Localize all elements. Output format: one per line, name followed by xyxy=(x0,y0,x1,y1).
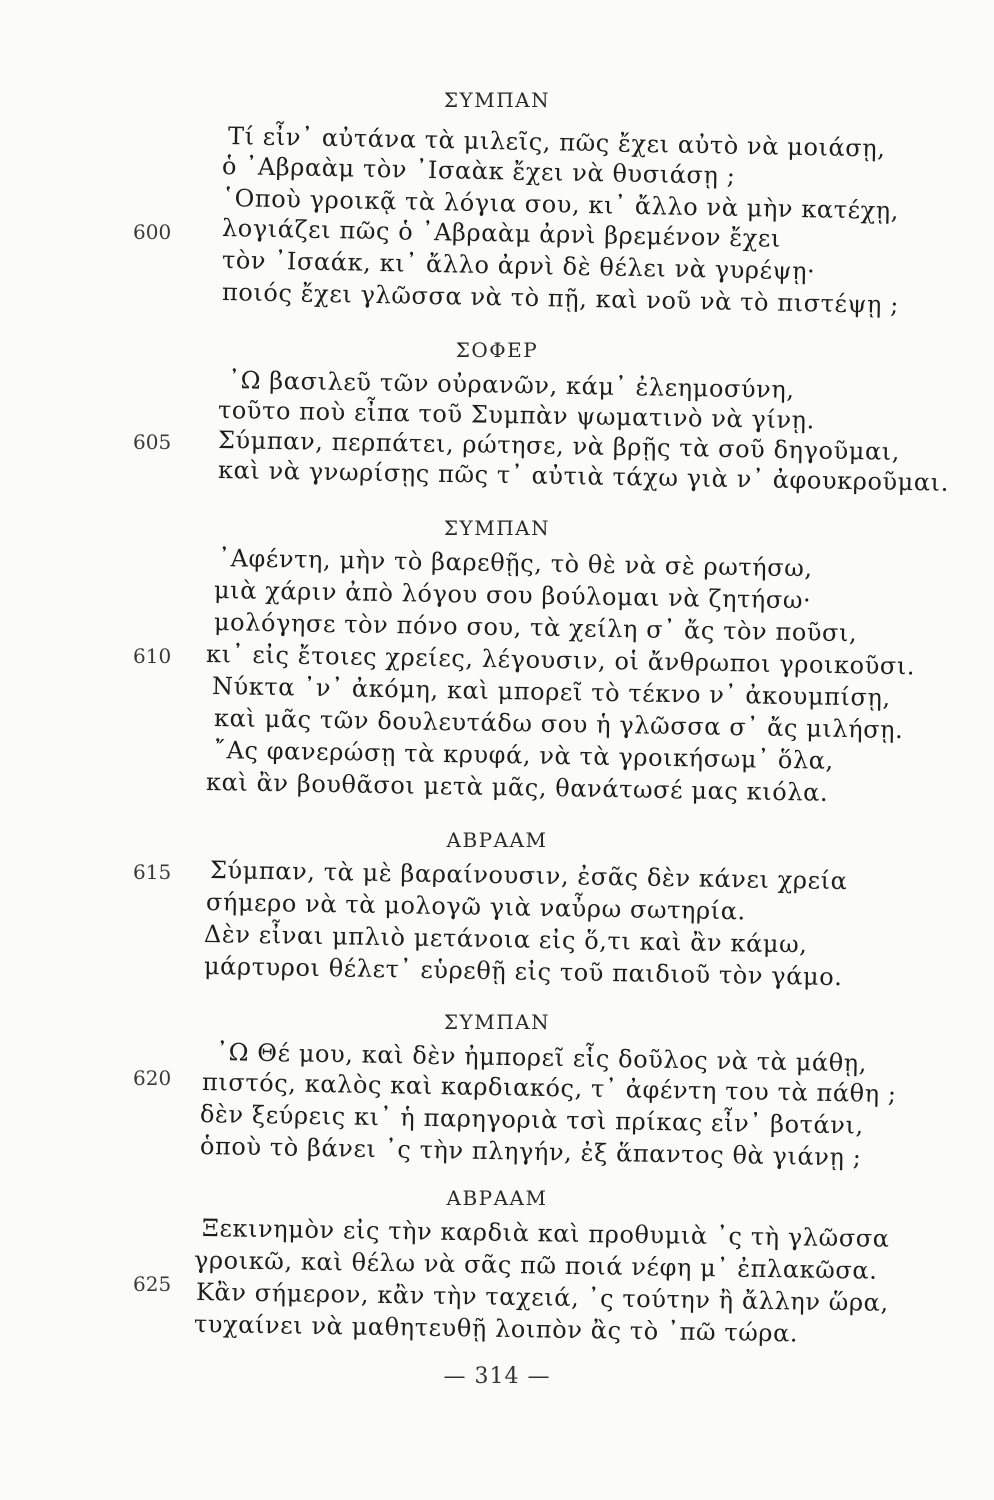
verse-line: τοῦτο ποὺ εἶπα τοῦ Συμπὰν ψωματινὸ νὰ γίνῃ. xyxy=(217,396,816,435)
line-number: 615 xyxy=(133,860,172,884)
verse-line: Νύκτα ᾽ν᾽ ἀκόμη, καὶ μπορεῖ τὸ τέκνο ν᾽ ἀκουμπίσῃ, xyxy=(211,672,891,712)
verse-line: καὶ νὰ γνωρίσῃς πῶς τ᾽ αὐτιὰ τάχω γιὰ ν᾽ ἀφουκροῦμαι. xyxy=(217,456,950,497)
line-number: 605 xyxy=(133,430,172,454)
line-number: 620 xyxy=(133,1066,172,1090)
verse-line: κι᾽ εἰς ἔτοιες χρείες, λέγουσιν, οἱ ἄνθρωποι γροικοῦσι. xyxy=(205,640,916,681)
verse-line: Δὲν εἶναι μπλιὸ μετάνοια εἰς ὅ,τι καὶ ἂν κάμω, xyxy=(203,920,808,959)
verse-line: μιὰ χάριν ἀπὸ λόγου σου βούλομαι νὰ ζητήσω· xyxy=(213,576,812,615)
verse-line: τυχαίνει νὰ μαθητευθῇ λοιπὸν ἂς τὸ ᾽πῶ τώρα. xyxy=(193,1310,799,1348)
verse-line: ᾽Ω βασιλεῦ τῶν οὐρανῶν, κάμ᾽ ἐλεημοσύνη, xyxy=(227,366,795,404)
verse-line: ᾽Ω Θέ μου, καὶ δὲν ἠμπορεῖ εἷς δοῦλος νὰ τὰ μάθῃ, xyxy=(215,1038,868,1078)
speaker-heading: ΑΒΡΑΑΜ xyxy=(446,1186,548,1210)
verse-line: Κἂν σήμερον, κἂν τὴν ταχειά, ᾽ς τούτην ἢ ἄλλην ὥρα, xyxy=(195,1278,889,1317)
verse-line: Σύμπαν, τὰ μὲ βαραίνουσιν, ἐσᾶς δὲν κάνει χρεία xyxy=(209,856,848,896)
line-number: 610 xyxy=(133,644,172,668)
verse-line: καὶ ἂν βουθᾶσοι μετὰ μᾶς, θανάτωσέ μας κιόλα. xyxy=(205,768,829,807)
verse-line: πιστός, καλὸς καὶ καρδιακός, τ᾽ ἀφέντη του τὰ πάθη ; xyxy=(201,1068,897,1109)
verse-line: ῾Οποὺ γροικᾷ τὰ λόγια σου, κι᾽ ἄλλο νὰ μὴν κατέχῃ, xyxy=(221,184,900,225)
speaker-heading: ΣΥΜΠΑΝ xyxy=(443,516,551,540)
line-number: 625 xyxy=(133,1272,172,1296)
verse-line: γροικῶ, καὶ θέλω νὰ σᾶς πῶ ποιά νέφη μ᾽ ἐπλακῶσα. xyxy=(193,1246,878,1285)
verse-line: Σύμπαν, περπάτει, ρώτησε, νὰ βρῇς τὰ σοῦ δηγοῦμαι, xyxy=(217,426,901,466)
verse-line: δὲν ξεύρεις κι᾽ ἡ παρηγοριὰ τσὶ πρίκας εἶν᾽ βοτάνι, xyxy=(199,1100,865,1140)
verse-line: Ξεκινημὸν εἰς τὴν καρδιὰ καὶ προθυμιὰ ᾽ς τὴ γλῶσσα xyxy=(201,1214,890,1253)
verse-line: τὸν ᾽Ισαάκ, κι᾽ ἄλλο ἀρνὶ δὲ θέλει νὰ γυρέψῃ· xyxy=(221,246,816,286)
speaker-heading: ΑΒΡΑΑΜ xyxy=(446,828,548,852)
verse-line: Τί εἶν᾽ αὐτάνα τὰ μιλεῖς, πῶς ἔχει αὐτὸ νὰ μοιάσῃ, xyxy=(227,122,886,163)
verse-line: μάρτυροι θέλετ᾽ εὑρεθῇ εἰς τοῦ παιδιοῦ τὸν γάμο. xyxy=(203,952,843,992)
speaker-heading: ΣΟΦΕΡ xyxy=(455,338,539,362)
verse-line: μολόγησε τὸν πόνο σου, τὰ χείλη σ᾽ ἄς τὸν ποῦσι, xyxy=(213,608,858,648)
verse-line: λογιάζει πῶς ὁ ᾽Αβραὰμ ἀρνὶ βρεμένον ἔχει xyxy=(221,214,782,253)
line-number: 600 xyxy=(133,220,172,244)
speaker-heading: ΣΥΜΠΑΝ xyxy=(443,88,551,112)
verse-line: σήμερο νὰ τὰ μολογῶ γιὰ ναὖρω σωτηρία. xyxy=(205,888,746,926)
speaker-heading: ΣΥΜΠΑΝ xyxy=(443,1010,551,1034)
verse-line: ὁ ᾽Αβραὰμ τὸν ᾽Ισαὰκ ἔχει νὰ θυσιάσῃ ; xyxy=(221,152,736,190)
page-number: — 314 — xyxy=(443,1364,551,1389)
verse-line: ὁποὺ τὸ βάνει ᾽ς τὴν πληγήν, ἐξ ἅπαντος θὰ γιάνῃ ; xyxy=(199,1132,862,1172)
verse-line: ποιός ἔχει γλῶσσα νὰ τὸ πῇ, καὶ νοῦ νὰ τὸ πιστέψῃ ; xyxy=(221,278,900,319)
verse-line: ῎Ας φανερώσῃ τὰ κρυφά, νὰ τὰ γροικήσωμ᾽ ὅλα, xyxy=(213,736,835,775)
verse-line: ᾽Αφέντη, μὴν τὸ βαρεθῇς, τὸ θὲ νὰ σὲ ρωτήσω, xyxy=(217,544,813,583)
verse-line: καὶ μᾶς τῶν δουλευτάδω σου ἡ γλῶσσα σ᾽ ἄς μιλήσῃ. xyxy=(213,704,904,745)
